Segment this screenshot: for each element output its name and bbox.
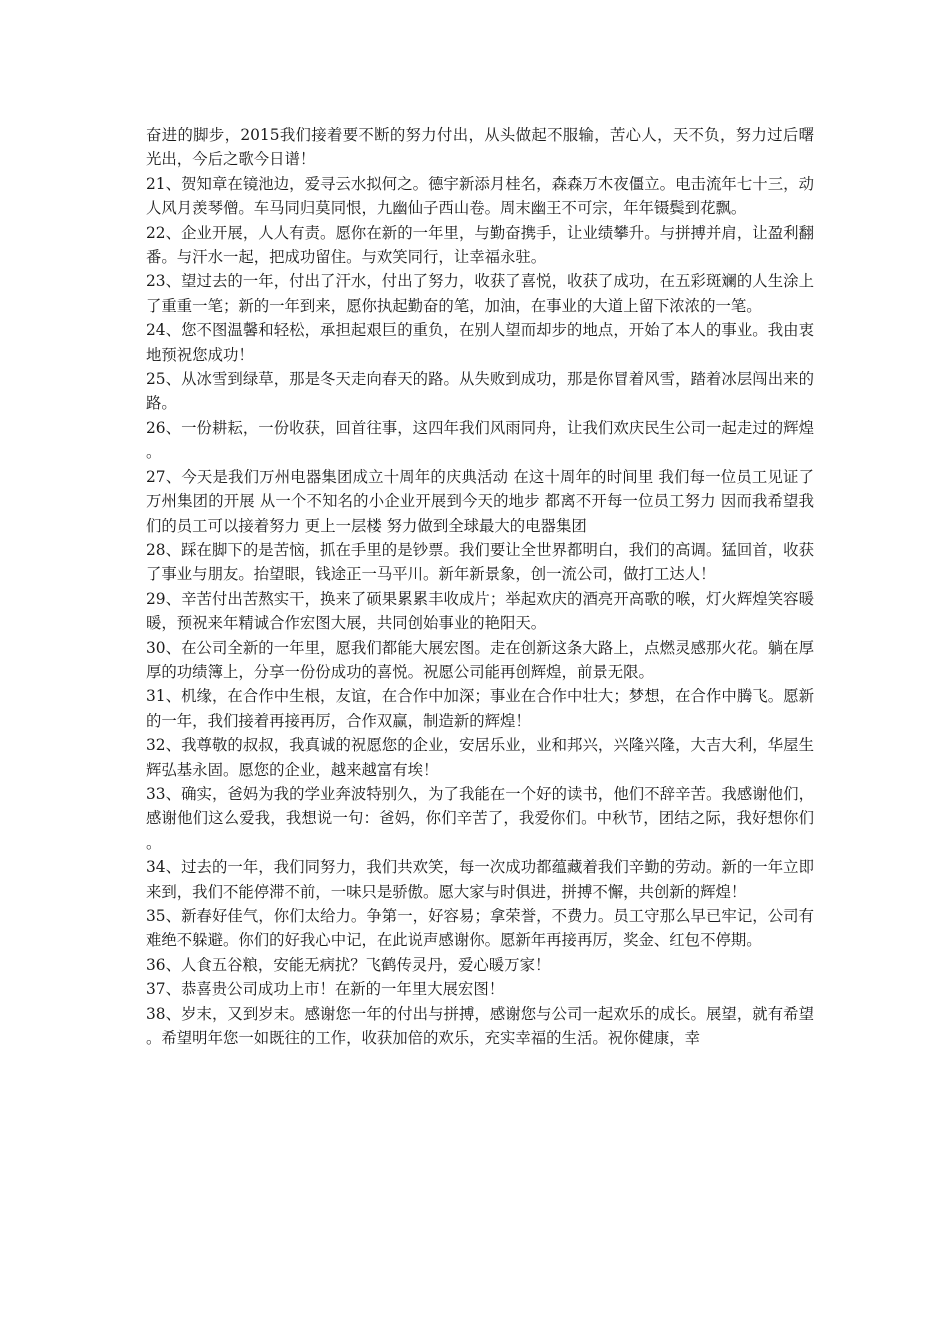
paragraph-32: 32、我尊敬的叔叔，我真诚的祝愿您的企业，安居乐业，业和邦兴，兴隆兴隆，大吉大利，华屋生辉弘基永固。愿您的企业，越来越富有埃！ [146, 736, 814, 779]
paragraph-38: 38、岁末，又到岁末。感谢您一年的付出与拼搏，感谢您与公司一起欢乐的成长。展望，就有希望。希望明年您一如既往的工作，收获加倍的欢乐，充实幸福的生活。祝你健康，幸 [146, 1004, 814, 1048]
paragraph-36: 36、人食五谷粮，安能无病扰？飞鹤传灵丹，爱心暖万家！ [146, 955, 551, 974]
paragraph-37: 37、恭喜贵公司成功上市！在新的一年里大展宏图！ [146, 980, 505, 999]
paragraph-33: 33、确实，爸妈为我的学业奔波特别久，为了我能在一个好的读书，他们不辞辛苦。我感谢他们，感谢他们这么爱我，我想说一句：爸妈，你们辛苦了，我爱你们。中秋节，团结之际，我好想你们。 [146, 784, 814, 852]
paragraph-35: 35、新春好佳气，你们太给力。争第一，好容易；拿荣誉，不费力。员工守那么早已牢记，公司有难绝不躲避。你们的好我心中记，在此说声感谢你。愿新年再接再厉，奖金、红包不停期。 [146, 907, 814, 950]
paragraph-22: 22、企业开展，人人有责。愿你在新的一年里，与勤奋携手，让业绩攀升。与拼搏并肩，让盈利翻番。与汗水一起，把成功留住。与欢笑同行，让幸福永驻。 [146, 223, 814, 267]
paragraph-23: 23、望过去的一年，付出了汗水，付出了努力，收获了喜悦，收获了成功，在五彩斑斓的人生涂上了重重一笔；新的一年到来，愿你执起勤奋的笔，加油，在事业的大道上留下浓浓的一笔。 [146, 272, 814, 315]
paragraph-28: 28、踩在脚下的是苦恼，抓在手里的是钞票。我们要让全世界都明白，我们的高调。猛回首，收获了事业与朋友。抬望眼，钱途正一马平川。新年新景象，创一流公司，做打工达人！ [146, 540, 814, 584]
paragraph-21: 21、贺知章在镜池边，爱寻云水拟何之。德宇新添月桂名，森森万木夜僵立。电击流年七十三，动人风月羡琴僧。车马同归莫同恨，九幽仙子西山卷。周末幽王不可宗，年年镊鬓到花飘。 [146, 174, 814, 218]
paragraph-34: 34、过去的一年，我们同努力，我们共欢笑，每一次成功都蕴藏着我们辛勤的劳动。新的一年立即来到，我们不能停滞不前，一味只是骄傲。愿大家与时俱进，拼搏不懈，共创新的辉煌！ [146, 858, 814, 901]
paragraph-31: 31、机缘，在合作中生根，友谊，在合作中加深；事业在合作中壮大；梦想，在合作中腾飞。愿新的一年，我们接着再接再厉，合作双赢，制造新的辉煌！ [146, 687, 814, 730]
paragraph-27: 27、今天是我们万州电器集团成立十周年的庆典活动 在这十周年的时间里 我们每一位员工见证了万州集团的开展 从一个不知名的小企业开展到今天的地步 都离不开每一位员工努力 因而我希望我们的员工可以接着努力 更上一层楼 努力做到全球最大的电器集团 [146, 467, 814, 535]
document-body [146, 123, 814, 1050]
paragraph-30: 30、在公司全新的一年里，愿我们都能大展宏图。走在创新这条大路上，点燃灵感那火花。躺在厚厚的功绩簿上，分享一份份成功的喜悦。祝愿公司能再创辉煌，前景无限。 [146, 638, 814, 681]
paragraph-continuation: 奋进的脚步，2015我们接着要不断的努力付出，从头做起不服输，苦心人，天不负，努力过后曙光出，今后之歌今日谱！ [146, 126, 814, 169]
paragraph-26: 26、一份耕耘，一份收获，回首往事，这四年我们风雨同舟，让我们欢庆民生公司一起走过的辉煌。 [146, 418, 814, 462]
paragraph-29: 29、辛苦付出苦熬实干，换来了硕果累累丰收成片；举起欢庆的酒亮开高歌的喉，灯火辉煌笑容暖暖，预祝来年精诚合作宏图大展，共同创始事业的艳阳天。 [146, 589, 814, 633]
paragraph-25: 25、从冰雪到绿草，那是冬天走向春天的路。从失败到成功，那是你冒着风雪，踏着冰层闯出来的路。 [146, 370, 814, 413]
paragraph-24: 24、您不图温馨和轻松，承担起艰巨的重负，在别人望而却步的地点，开始了本人的事业。我由衷地预祝您成功！ [146, 321, 814, 364]
